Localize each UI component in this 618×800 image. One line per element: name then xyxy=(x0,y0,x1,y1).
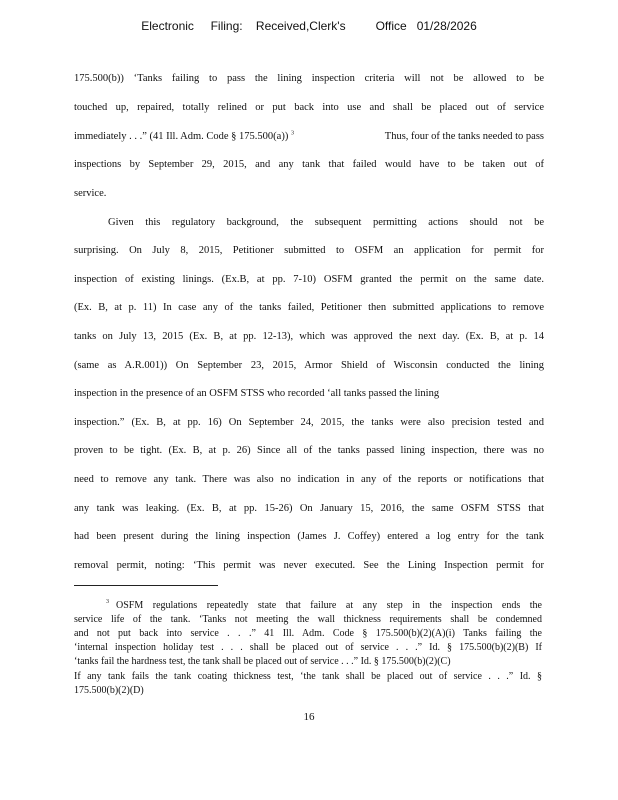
body-line: service. xyxy=(74,188,107,199)
footnote-line: and not put back into service . . .” 41 Ill. Adm. Code § 175.500(b)(2)(A)(i) Tanks failing the xyxy=(74,628,542,639)
body-line: any tank was leaking. (Ex. B, at pp. 15-26) On January 15, 2016, the same OSFM STSS that xyxy=(74,503,544,514)
body-line: inspection in the presence of an OSFM STSS who recorded ‘all tanks passed the lining xyxy=(74,388,440,399)
footnote-text: OSFM regulations repeatedly state that failure at any step in the inspection ends the xyxy=(116,600,542,611)
body-line: had been present during the lining inspection (James J. Coffey) entered a log entry for the tank xyxy=(74,531,544,542)
footnote-line: ‘tanks fail the hardness test, the tank shall be placed out of service . . .” Id. § 175.500(b)(2)(C) xyxy=(74,656,451,667)
body-line: (same as A.R.001)) On September 23, 2015, Armor Shield of Wisconsin conducted the lining xyxy=(74,360,544,371)
body-line: inspection of existing linings. (Ex.B, at pp. 7-10) OSFM granted the permit on the same date. xyxy=(74,274,544,285)
body-line xyxy=(74,130,544,143)
body-line: inspection.” (Ex. B, at pp. 16) On September 24, 2015, the tanks were also precision tested and xyxy=(74,417,544,428)
body-line: tanks on July 13, 2015 (Ex. B, at pp. 12-13), which was approved the next day. (Ex. B, at p. 14 xyxy=(74,331,544,342)
footnote-reference: 3 xyxy=(290,130,294,137)
body-line: removal permit, noting: ‘This permit was never executed. See the Lining Inspection permit for xyxy=(74,560,544,571)
footnote-line: ‘internal inspection holiday test . . . shall be placed out of service . . .” Id. § 175.500(b)(2)(B) If xyxy=(74,642,542,653)
footnote-line: 175.500(b)(2)(D) xyxy=(74,685,144,696)
filing-header: Electronic Filing: Received,Clerk's Office 01/28/2026 xyxy=(141,19,477,33)
footnote-line: service life of the tank. ‘Tanks not meeting the wall thickness requirements shall be condemned xyxy=(74,614,542,625)
body-line: Given this regulatory background, the subsequent permitting actions should not be xyxy=(108,217,544,228)
body-line-text: Thus, four of the tanks needed to pass xyxy=(384,131,544,142)
body-line-text: immediately . . .” (41 Ill. Adm. Code § 175.500(a)) xyxy=(74,131,289,142)
body-line: inspections by September 29, 2015, and any tank that failed would have to be taken out of xyxy=(74,159,544,170)
body-line: (Ex. B, at p. 11) In case any of the tanks failed, Petitioner then submitted applications to remove xyxy=(74,302,544,313)
body-line: surprising. On July 8, 2015, Petitioner submitted to OSFM an application for permit for xyxy=(74,245,544,256)
footnote-line: If any tank fails the tank coating thickness test, ‘the tank shall be placed out of service . . .” Id. § xyxy=(74,671,542,682)
page-number: 16 xyxy=(303,711,315,723)
document-page: Electronic Filing: Received,Clerk's Office 01/28/2026 175.500(b)) ‘Tanks failing to pass the lining inspection criteria will not be allowed to be touched up, repaired, totally relined or put back into use and shall be placed out of service immediately . . .” (41 Ill. Adm. Code § 175.500(a)) $^3$ Thus, four of the tanks needed to pass inspections by September 29, 2015, and any tank that failed would have to be taken out of service. Given this regulatory background, the subsequent permitting actions should not be surprising. On July 8, 2015, Petitioner submitted to OSFM an application for permit for inspection of existing linings. (Ex.B, at pp. 7-10) OSFM granted the permit on the same date. (Ex. B, at p. 11) In case any of the tanks failed, Petitioner then submitted applications to remove tanks on July 13, 2015 (Ex. B, at pp. 12-13), which was approved the next day. (Ex. B, at p. 14 (same as A.R.001)) On September 23, 2015, Armor Shield of Wisconsin conducted the lining inspection in the presence of an OSFM STSS who recorded ‘all tanks passed the lining inspection.” (Ex. B, at pp. 16) On September 24, 2015, the tanks were also precision tested and proven to be tight. (Ex. B, at p. 26) Since all of the tanks passed lining inspection, there was no need to remove any tank. There was also no indication in any of the reports or notifications that any tank was leaking. (Ex. B, at pp. 15-26) On January 15, 2016, the same OSFM STSS that had been present during the lining inspection (James J. Coffey) entered a log entry for the tank removal permit, noting: ‘This permit was never executed. See the Lining Inspection permit for 3 OSFM regulations repeatedly state that failure at any step in the inspection ends the service life of the tank. ‘Tanks not meeting the wall thickness requirements shall be condemned and not put back into service . . .” 41 Ill. Adm. Code § 175.500(b)(2)(A)(i) Tanks failing the ‘internal inspection holiday test . . . shall be placed out of service . . .” Id. § 175.500(b)(2)(B) If ‘tanks fail the hardness test, the tank shall be placed out of service . . .” Id. § 175.500(b)(2)(C) If any tank fails the tank coating thickness test, ‘the tank shall be placed out of service . . .” Id. § 175.500(b)(2)(D) 16 xyxy=(0,0,618,800)
body-line: touched up, repaired, totally relined or put back into use and shall be placed out of service xyxy=(74,102,544,113)
footnote-separator xyxy=(74,585,218,586)
body-line: need to remove any tank. There was also no indication in any of the reports or notifications that xyxy=(74,474,544,485)
body-line: proven to be tight. (Ex. B, at p. 26) Since all of the tanks passed lining inspection, there was no xyxy=(74,445,544,456)
body-line: 175.500(b)) ‘Tanks failing to pass the lining inspection criteria will not be allowed to be xyxy=(74,73,544,84)
